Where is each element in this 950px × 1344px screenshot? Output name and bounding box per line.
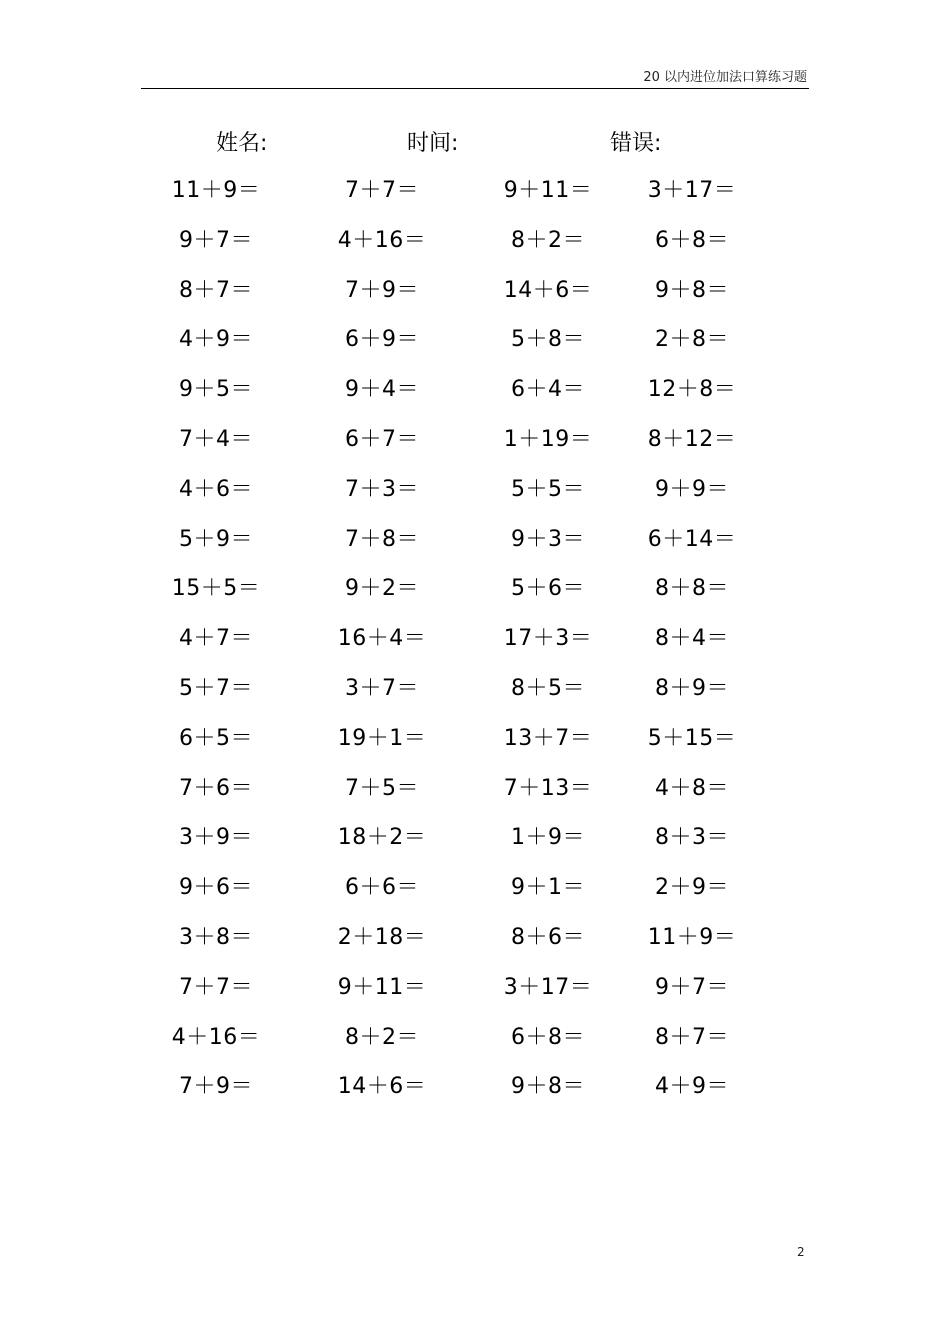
math-problem: 2＋8＝ bbox=[655, 327, 729, 353]
header-title: 20 以内进位加法口算练习题 bbox=[643, 70, 807, 85]
math-problem: 6＋9＝ bbox=[345, 327, 419, 353]
math-problem: 4＋6＝ bbox=[179, 476, 253, 502]
math-problem: 15＋5＝ bbox=[171, 576, 261, 602]
math-problem: 6＋8＝ bbox=[655, 227, 729, 253]
math-problem: 4＋9＝ bbox=[655, 1074, 729, 1100]
math-problem: 3＋9＝ bbox=[179, 825, 253, 851]
math-problem: 5＋7＝ bbox=[179, 675, 253, 701]
math-problem: 8＋3＝ bbox=[655, 825, 729, 851]
math-problem: 12＋8＝ bbox=[647, 377, 737, 403]
problem-grid bbox=[133, 166, 753, 1112]
math-problem: 7＋3＝ bbox=[345, 476, 419, 502]
time-label: 时间: bbox=[407, 131, 459, 156]
math-problem: 3＋17＝ bbox=[503, 974, 593, 1000]
math-problem: 8＋8＝ bbox=[655, 576, 729, 602]
math-problem: 9＋8＝ bbox=[655, 277, 729, 303]
math-problem: 11＋9＝ bbox=[647, 924, 737, 950]
math-problem: 7＋7＝ bbox=[179, 974, 253, 1000]
math-problem: 6＋8＝ bbox=[511, 1024, 585, 1050]
math-problem: 7＋5＝ bbox=[345, 775, 419, 801]
math-problem: 9＋5＝ bbox=[179, 377, 253, 403]
name-label: 姓名: bbox=[216, 131, 268, 156]
math-problem: 4＋16＝ bbox=[171, 1024, 261, 1050]
math-problem: 5＋15＝ bbox=[647, 725, 737, 751]
math-problem: 4＋8＝ bbox=[655, 775, 729, 801]
math-problem: 9＋4＝ bbox=[345, 377, 419, 403]
math-problem: 6＋7＝ bbox=[345, 426, 419, 452]
math-problem: 7＋6＝ bbox=[179, 775, 253, 801]
math-problem: 6＋6＝ bbox=[345, 875, 419, 901]
math-problem: 6＋14＝ bbox=[647, 526, 737, 552]
math-problem: 7＋8＝ bbox=[345, 526, 419, 552]
math-problem: 18＋2＝ bbox=[337, 825, 427, 851]
math-problem: 5＋8＝ bbox=[511, 327, 585, 353]
math-problem: 8＋7＝ bbox=[179, 277, 253, 303]
math-problem: 14＋6＝ bbox=[337, 1074, 427, 1100]
math-problem: 2＋18＝ bbox=[337, 924, 427, 950]
math-problem: 8＋4＝ bbox=[655, 626, 729, 652]
math-problem: 7＋4＝ bbox=[179, 426, 253, 452]
math-problem: 8＋2＝ bbox=[511, 227, 585, 253]
math-problem: 14＋6＝ bbox=[503, 277, 593, 303]
math-problem: 2＋9＝ bbox=[655, 875, 729, 901]
math-problem: 1＋9＝ bbox=[511, 825, 585, 851]
math-problem: 7＋9＝ bbox=[179, 1074, 253, 1100]
math-problem: 6＋4＝ bbox=[511, 377, 585, 403]
math-problem: 9＋7＝ bbox=[179, 227, 253, 253]
errors-label: 错误: bbox=[610, 131, 662, 156]
math-problem: 9＋7＝ bbox=[655, 974, 729, 1000]
math-problem: 4＋9＝ bbox=[179, 327, 253, 353]
math-problem: 13＋7＝ bbox=[503, 725, 593, 751]
math-problem: 8＋2＝ bbox=[345, 1024, 419, 1050]
math-problem: 9＋9＝ bbox=[655, 476, 729, 502]
math-problem: 8＋5＝ bbox=[511, 675, 585, 701]
math-problem: 6＋5＝ bbox=[179, 725, 253, 751]
header-divider bbox=[141, 88, 809, 89]
math-problem: 3＋17＝ bbox=[647, 178, 737, 203]
math-problem: 5＋6＝ bbox=[511, 576, 585, 602]
math-problem: 4＋16＝ bbox=[337, 227, 427, 253]
math-problem: 8＋9＝ bbox=[655, 675, 729, 701]
math-problem: 9＋11＝ bbox=[337, 974, 427, 1000]
math-problem: 9＋1＝ bbox=[511, 875, 585, 901]
math-problem: 9＋6＝ bbox=[179, 875, 253, 901]
math-problem: 5＋9＝ bbox=[179, 526, 253, 552]
math-problem: 8＋6＝ bbox=[511, 924, 585, 950]
math-problem: 4＋7＝ bbox=[179, 626, 253, 652]
math-problem: 7＋9＝ bbox=[345, 277, 419, 303]
math-problem: 8＋12＝ bbox=[647, 426, 737, 452]
math-problem: 11＋9＝ bbox=[171, 178, 261, 203]
math-problem: 1＋19＝ bbox=[503, 426, 593, 452]
math-problem: 3＋7＝ bbox=[345, 675, 419, 701]
page-number: 2 bbox=[797, 1245, 805, 1259]
math-problem: 9＋2＝ bbox=[345, 576, 419, 602]
math-problem: 9＋11＝ bbox=[503, 178, 593, 203]
math-problem: 3＋8＝ bbox=[179, 924, 253, 950]
math-problem: 8＋7＝ bbox=[655, 1024, 729, 1050]
math-problem: 16＋4＝ bbox=[337, 626, 427, 652]
math-problem: 7＋13＝ bbox=[503, 775, 593, 801]
math-problem: 5＋5＝ bbox=[511, 476, 585, 502]
math-problem: 9＋3＝ bbox=[511, 526, 585, 552]
math-problem: 17＋3＝ bbox=[503, 626, 593, 652]
math-problem: 9＋8＝ bbox=[511, 1074, 585, 1100]
math-problem: 19＋1＝ bbox=[337, 725, 427, 751]
math-problem: 7＋7＝ bbox=[345, 178, 419, 203]
